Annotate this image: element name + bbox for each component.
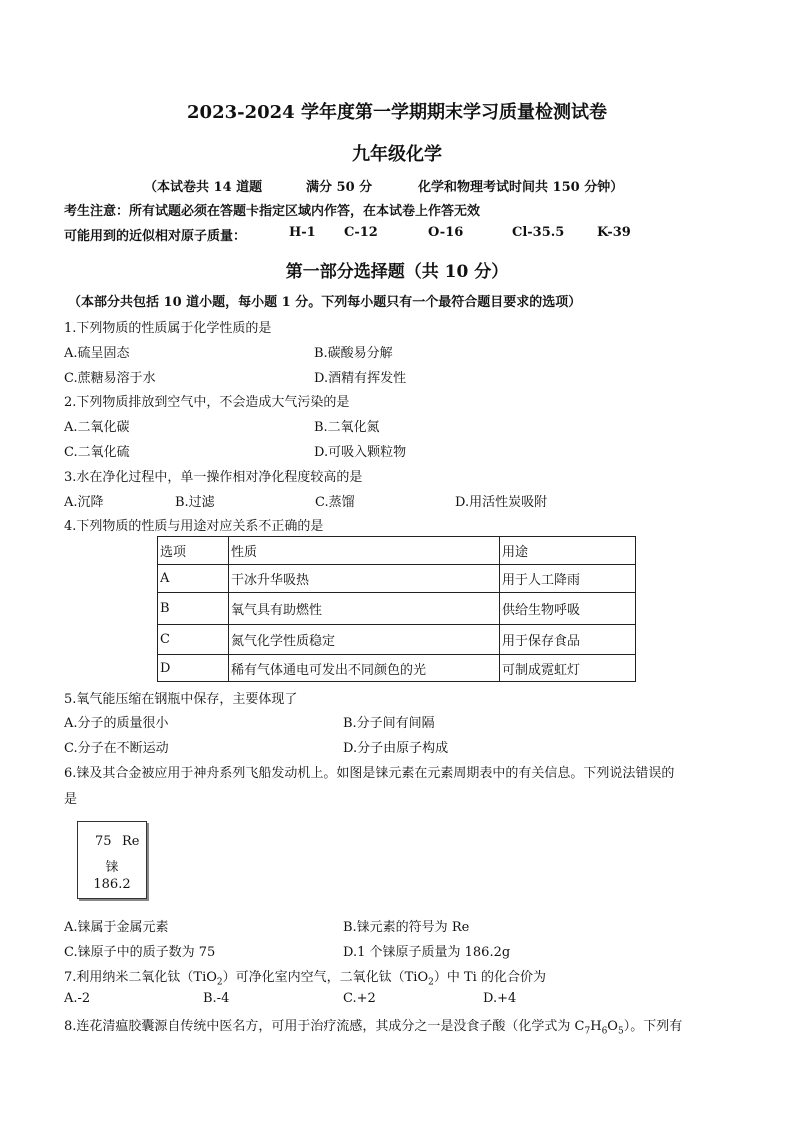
element-atomic-mass: 186.2 [93, 877, 131, 892]
exam-question-count: （本试卷共 14 道题 [144, 180, 263, 195]
section-instruction: （本部分共包括 10 道小题，每小题 1 分。下列每小题只有一个最符合题目要求的选项） [68, 295, 582, 310]
question-7-subscript-2: 2 [428, 977, 434, 988]
question-8-stem [64, 1015, 682, 1037]
table-cell: 干冰升华吸热 [229, 565, 500, 593]
element-symbol: Re [122, 834, 140, 849]
exam-subject: 九年级化学 [352, 144, 442, 165]
question-7-option-d: D.+4 [483, 991, 517, 1006]
question-6-option-a: A.铼属于金属元素 [64, 920, 169, 935]
section-title: 第一部分选择题（共 10 分） [285, 262, 509, 282]
question-5-option-d: D.分子由原子构成 [343, 741, 449, 756]
element-name: 铼 [105, 860, 119, 875]
table-row [158, 593, 636, 625]
question-7-option-c: C.+2 [343, 991, 376, 1006]
table-cell: D [158, 655, 229, 682]
table-cell: 氧气具有助燃性 [229, 593, 500, 625]
question-3-option-a: A.沉降 [64, 495, 104, 510]
question-7-stem-part3: ）中 Ti 的化合价为 [433, 970, 546, 985]
table-row [158, 625, 636, 655]
question-7-stem-part2: ）可净化室内空气，二氧化钛（TiO [222, 970, 429, 985]
question-8-stem-part1: 8.连花清瘟胶囊源自传统中医名方，可用于治疗流感，其成分之一是没食子酸（化学式为 C [64, 1019, 585, 1034]
formula-o: O [607, 1019, 618, 1034]
formula-subscript-o: 5 [617, 1026, 624, 1037]
table-header-cell: 性质 [229, 537, 500, 565]
question-4-stem: 4.下列物质的性质与用途对应关系不正确的是 [64, 519, 324, 534]
atomic-mass-c: C-12 [344, 225, 378, 240]
table-cell: 用于保存食品 [500, 625, 636, 655]
question-7-stem-part1: 7.利用纳米二氧化钛（TiO [64, 970, 217, 985]
question-6-option-b: B.铼元素的符号为 Re [343, 920, 470, 935]
question-4-table [157, 536, 636, 682]
exam-time: 化学和物理考试时间共 150 分钟） [418, 180, 624, 195]
question-1-option-b: B.碳酸易分解 [314, 346, 393, 361]
question-7-stem [64, 966, 546, 988]
table-cell: A [158, 565, 229, 593]
atomic-mass-o: O-16 [428, 225, 464, 240]
question-2-option-d: D.可吸入颗粒物 [314, 445, 407, 460]
table-cell: 供给生物呼吸 [500, 593, 636, 625]
question-5-option-b: B.分子间有间隔 [343, 716, 435, 731]
question-7-option-a: A.-2 [64, 991, 91, 1006]
atomic-mass-label: 可能用到的近似相对原子质量： [64, 229, 247, 244]
table-cell: 用于人工降雨 [500, 565, 636, 593]
question-5-stem: 5.氧气能压缩在钢瓶中保存，主要体现了 [64, 692, 298, 707]
question-7-option-b: B.-4 [203, 991, 230, 1006]
table-header-cell: 用途 [500, 537, 636, 565]
table-cell: 氮气化学性质稳定 [229, 625, 500, 655]
table-cell: 稀有气体通电可发出不同颜色的光 [229, 655, 500, 682]
exam-full-score: 满分 50 分 [306, 180, 373, 195]
question-6-option-d: D.1 个铼原子质量为 186.2g [343, 945, 511, 960]
question-1-option-a: A.硫呈固态 [64, 346, 130, 361]
question-8-stem-part2: ）。下列有 [623, 1019, 683, 1034]
question-3-option-d: D.用活性炭吸附 [455, 495, 548, 510]
question-2-option-c: C.二氧化硫 [64, 445, 130, 460]
table-cell: C [158, 625, 229, 655]
table-row [158, 655, 636, 682]
question-5-option-a: A.分子的质量很小 [64, 716, 169, 731]
question-3-option-b: B.过滤 [175, 495, 215, 510]
atomic-mass-cl: Cl-35.5 [512, 225, 565, 240]
question-3-stem: 3.水在净化过程中，单一操作相对净化程度较高的是 [64, 470, 363, 485]
formula-h: H [590, 1019, 602, 1034]
question-1-option-d: D.酒精有挥发性 [314, 371, 407, 386]
table-row [158, 565, 636, 593]
question-2-option-a: A.二氧化碳 [64, 420, 130, 435]
atomic-mass-h: H-1 [289, 225, 316, 240]
question-6-stem-line2: 是 [64, 792, 78, 807]
formula-subscript-h: 6 [601, 1026, 608, 1037]
question-7-subscript-1: 2 [216, 977, 223, 988]
question-3-option-c: C.蒸馏 [315, 495, 355, 510]
rhenium-element-card [77, 821, 147, 899]
question-2-stem: 2.下列物质排放到空气中，不会造成大气污染的是 [64, 395, 350, 410]
table-header-row [158, 537, 636, 565]
question-1-stem: 1.下列物质的性质属于化学性质的是 [64, 321, 272, 336]
question-1-option-c: C.蔗糖易溶于水 [64, 371, 156, 386]
question-5-option-c: C.分子在不断运动 [64, 741, 169, 756]
table-header-cell: 选项 [158, 537, 229, 565]
question-6-stem-line1: 6.铼及其合金被应用于神舟系列飞船发动机上。如图是铼元素在元素周期表中的有关信息。下列说法错误的 [64, 766, 675, 781]
atomic-mass-k: K-39 [597, 225, 631, 240]
exam-title: 2023-2024 学年度第一学期期末学习质量检测试卷 [187, 102, 607, 123]
question-6-option-c: C.铼原子中的质子数为 75 [64, 945, 216, 960]
question-2-option-b: B.二氧化氮 [314, 420, 380, 435]
table-cell: 可制成霓虹灯 [500, 655, 636, 682]
exam-notice: 考生注意：所有试题必须在答题卡指定区域内作答，在本试卷上作答无效 [64, 204, 481, 219]
element-atomic-number: 75 [95, 834, 112, 849]
table-cell: B [158, 593, 229, 625]
formula-subscript-c: 7 [584, 1026, 591, 1037]
